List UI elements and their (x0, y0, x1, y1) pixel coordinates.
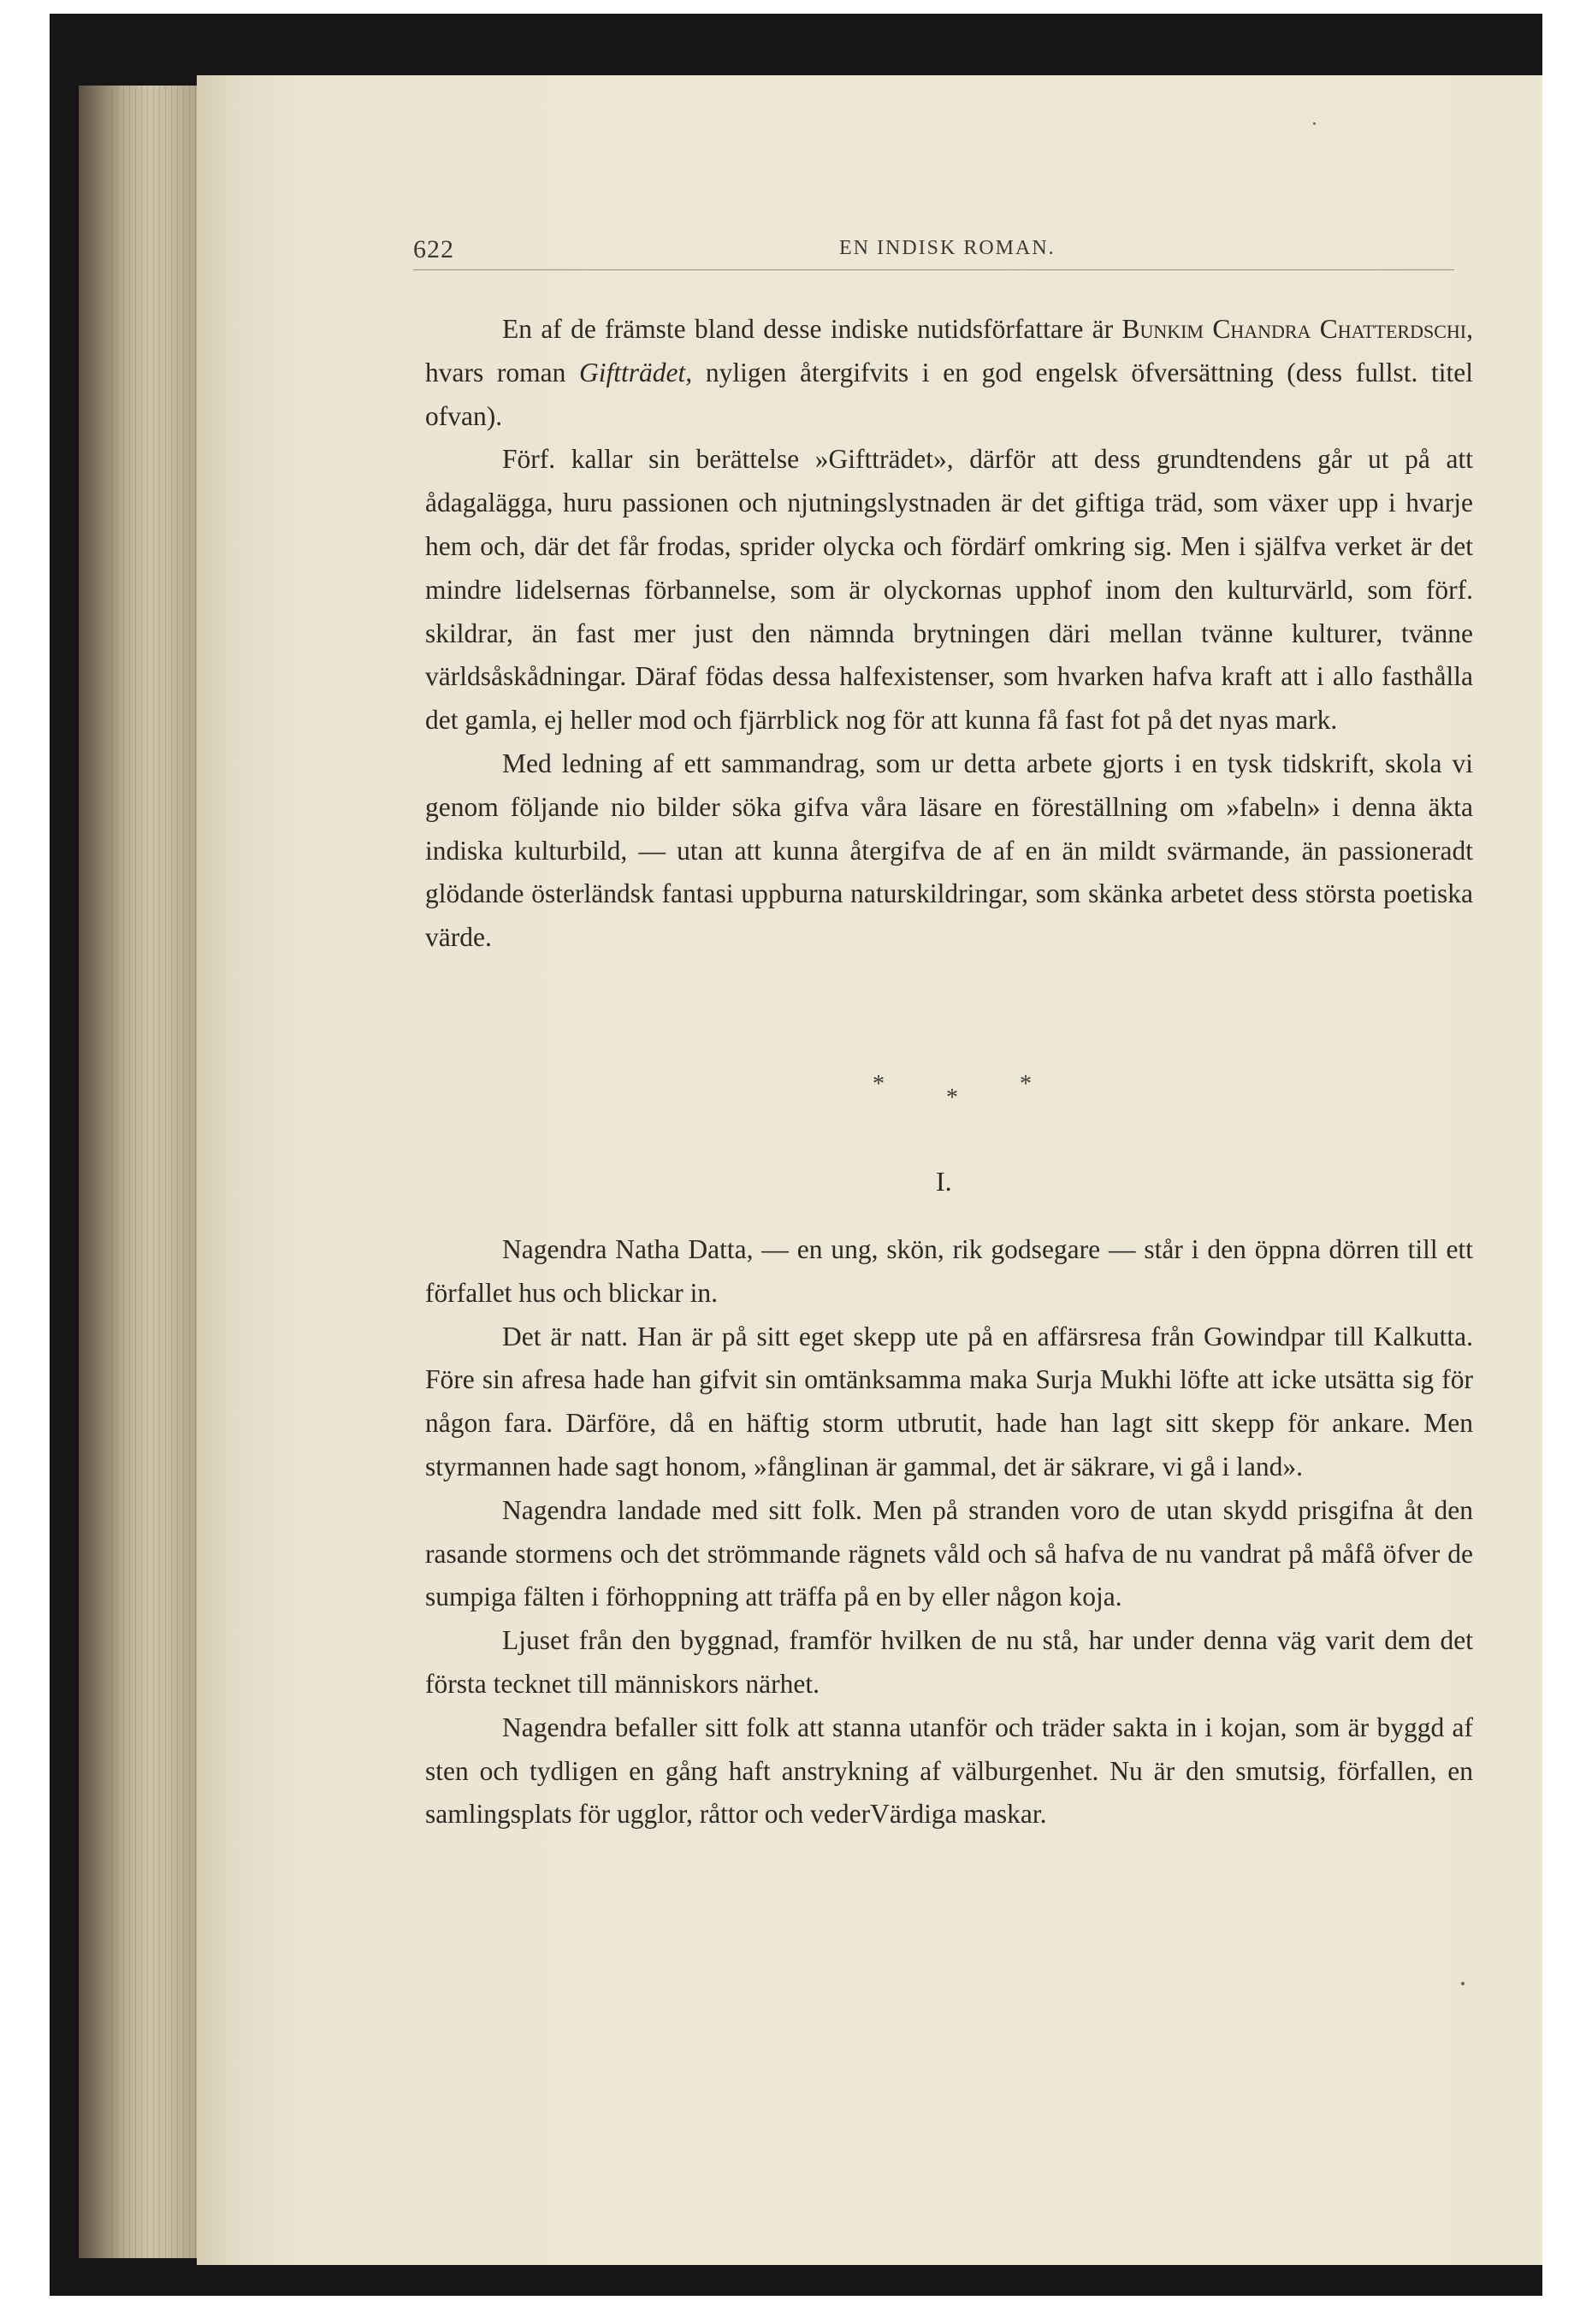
author-name: Bunkim Chandra Chatterdschi (1121, 314, 1467, 344)
section-paragraph: Nagendra Natha Datta, — en ung, skön, rik godsegare — står i den öppna dörren till ett förfallet hus och blickar in. (425, 1234, 1473, 1308)
section-paragraph: Nagendra landade med sitt folk. Men på stranden voro de utan skydd prisgifna åt den rasande stormens och det strömmande rägnets våld och så hafva de nu vandrat på måfå öfver de sumpiga fälten i förhoppning att träffa på en by eller någon koja. (425, 1494, 1473, 1612)
paper-speck (1461, 1982, 1465, 1985)
intro-paragraph-2: Förf. kallar sin berättelse »Giftträdet», därför att dess grundtendens går ut på att ådagalägga, huru passionen och njutningslystnaden är det giftiga träd, som växer upp i hvarje hem och, där det får frodas, sprider olycka och fördärf omkring sig. Men i själfva verket är det mindre lidelsernas förbannelse, som är olyckornas upphof inom den kulturvärld, som förf. skildrar, än fast mer just den nämnda brytningen däri mellan tvänne kulturer, tvänne världsåskådningar. Däraf födas dessa halfexistenser, som hvarken hafva kraft att i allo fasthålla det gamla, ej heller mod och fjärrblick nog för att kunna få fast fot på det nyas mark. (425, 444, 1473, 736)
book-page-edge-lines (111, 86, 205, 2258)
page-number: 622 (413, 235, 454, 263)
asterism-separator (864, 1071, 1052, 1114)
section-number: I. (936, 1166, 952, 1197)
section-paragraph: Nagendra befaller sitt folk att stanna utanför och träder sakta in i kojan, som är byggd af sten och tydligen en gång haft anstrykning af välburgenhet. Nu är den smutsig, förfallen, en samlingsplats för ugglor, råttor och vederVärdiga maskar. (425, 1712, 1473, 1830)
running-head-title: EN INDISK ROMAN. (839, 237, 1056, 259)
section-paragraph: Ljuset från den byggnad, framför hvilken de nu stå, har under denna väg varit dem det första tecknet till människors närhet. (425, 1625, 1473, 1699)
running-head (413, 235, 1454, 270)
asterisk-left: * (873, 1071, 885, 1097)
asterisk-middle: * (946, 1085, 958, 1111)
intro-text-fragment: nyligen återgifvits i en god engelsk öfversättning (dess fullst. titel ofvan). (425, 357, 1474, 431)
asterisk-right: * (1020, 1071, 1032, 1097)
intro-text-fragment: En af de främste bland desse indiske nutidsförfattare är (502, 314, 1122, 344)
intro-paragraph-3: Med ledning af ett sammandrag, som ur detta arbete gjorts i en tysk tidskrift, skola vi genom följande nio bilder söka gifva våra läsare en föreställning om »fabeln» i denna äkta indiska kulturbild, — utan att kunna återgifva de af en än mildt svärmande, än passioneradt glödande österländsk fantasi uppburna naturskildringar, som skänka arbetet dess största poetiska värde. (425, 748, 1473, 953)
intro-paragraph-1 (425, 308, 1473, 438)
section-paragraph: Det är natt. Han är på sitt eget skepp ute på en affärsresa från Gowindpar till Kalkutta. Före sin afresa hade han gifvit sin omtänksamma maka Surja Mukhi löfte att icke utsätta sig för någon fara. Därföre, då en häftig storm utbrutit, hade han lagt sitt skepp för ankare. Men styrmannen hade sagt honom, »fånglinan är gammal, det är säkrare, vi gå i land». (425, 1321, 1473, 1481)
section-text (425, 1228, 1473, 1836)
novel-title: Giftträdet, (579, 357, 693, 387)
intro-text (425, 308, 1473, 960)
intro-text-fragment: , hvars roman (425, 314, 1473, 387)
paper-speck (1313, 122, 1316, 125)
